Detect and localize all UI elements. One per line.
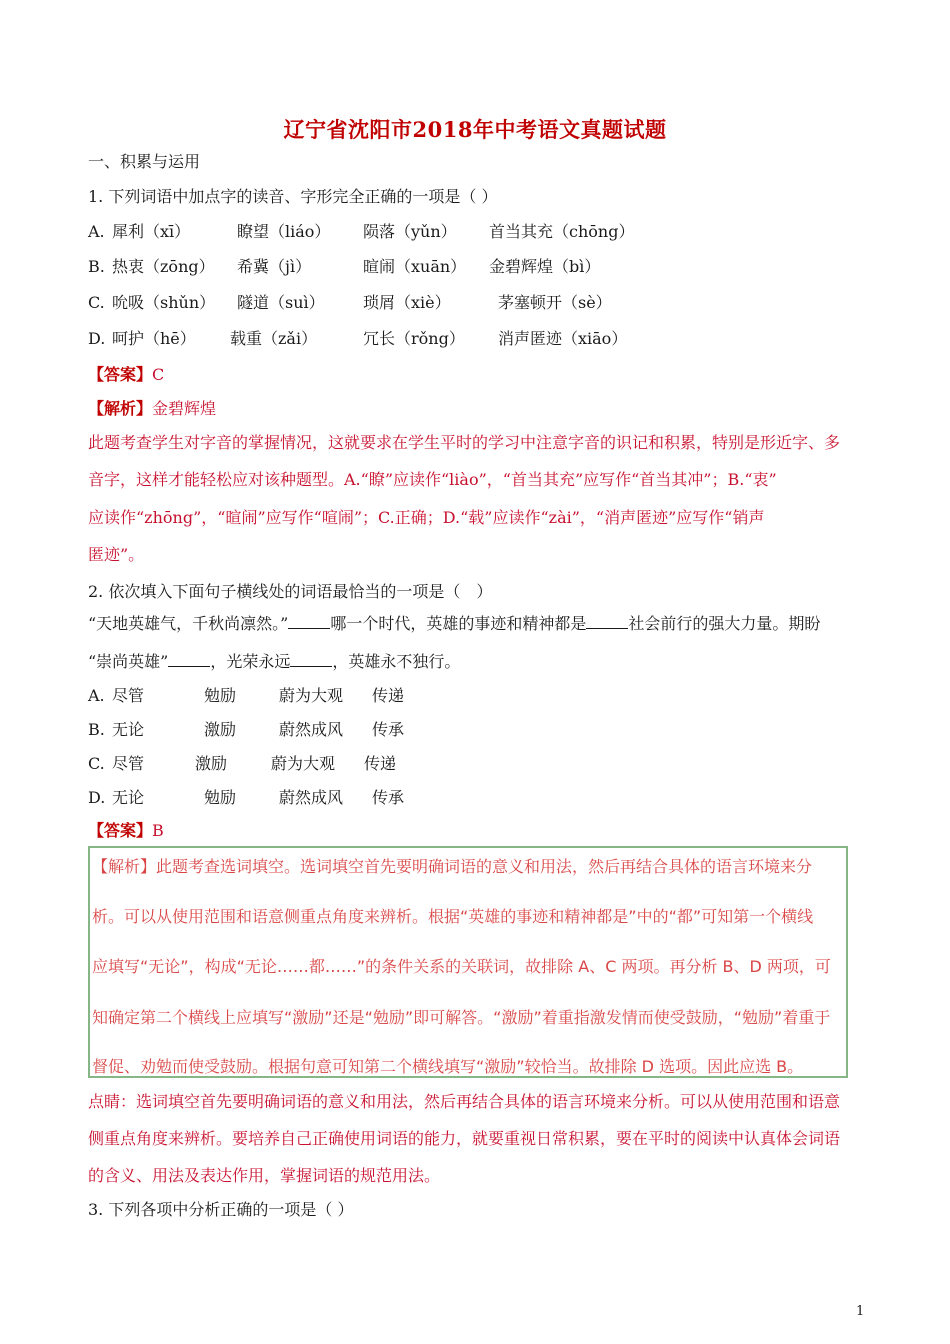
option-word: 吮吸（shǔn） bbox=[112, 293, 216, 312]
option-word: 隧道（suì） bbox=[237, 293, 325, 312]
option-word: 蔚然成风 bbox=[279, 720, 344, 739]
option-word: 蔚为大观 bbox=[271, 754, 336, 773]
q2-sentence-line-1 bbox=[88, 614, 820, 634]
q2-option-a bbox=[88, 686, 488, 706]
option-word: 传递 bbox=[364, 754, 397, 773]
q1-option-b bbox=[88, 257, 848, 277]
option-label: C. bbox=[88, 293, 105, 312]
analysis-box-line: 析。可以从使用范围和语意侧重点角度来辨析。根据“英雄的事迹和精神都是”中的“都”可知第一个横线 bbox=[92, 907, 814, 926]
answer-value: B bbox=[152, 821, 164, 840]
option-word: 希冀（jì） bbox=[237, 257, 312, 276]
analysis-box-line: 应填写“无论”，构成“无论……都……”的条件关系的关联词，故排除 A、C 两项。再分析 B、D 两项，可 bbox=[92, 957, 831, 976]
q2-sentence-line-2 bbox=[88, 652, 460, 672]
q2-analysis-box bbox=[88, 846, 848, 1078]
option-label: A. bbox=[88, 222, 105, 241]
sentence-part: “崇尚英雄” bbox=[88, 652, 169, 671]
option-word: 陨落（yǔn） bbox=[363, 222, 457, 241]
option-label: D. bbox=[88, 329, 106, 348]
option-word: 激励 bbox=[195, 754, 228, 773]
option-word: 尽管 bbox=[112, 686, 145, 705]
q2-answer bbox=[88, 821, 164, 841]
option-label: D. bbox=[88, 788, 106, 807]
sentence-part: ，英雄永不独行。 bbox=[332, 652, 461, 671]
tip-line: 点睛：选词填空首先要明确词语的意义和用法，然后再结合具体的语言环境来分析。可以从使用范围和语意 bbox=[88, 1092, 841, 1111]
page-title: 辽宁省沈阳市2018年中考语文真题试题 bbox=[283, 117, 667, 142]
question-2-stem: 2. 依次填入下面句子横线处的词语最恰当的一项是（ ） bbox=[88, 582, 493, 601]
question-3-stem: 3. 下列各项中分析正确的一项是（ ） bbox=[88, 1200, 354, 1219]
analysis-line: 音字，这样才能轻松应对该种题型。A.“瞭”应读作“liào”，“首当其充”应写作“首当其冲”；B.“衷” bbox=[88, 470, 777, 489]
q1-option-a bbox=[88, 222, 848, 242]
sentence-part: 哪一个时代，英雄的事迹和精神都是 bbox=[330, 614, 587, 633]
option-label: A. bbox=[88, 686, 105, 705]
answer-value: C bbox=[152, 365, 165, 384]
analysis-label: 【解析】 bbox=[88, 399, 153, 418]
fill-blank bbox=[290, 652, 332, 667]
option-word: 传承 bbox=[372, 788, 405, 807]
q2-option-b bbox=[88, 720, 488, 740]
option-word: 犀利（xī） bbox=[112, 222, 191, 241]
option-word: 热衷（zōng） bbox=[112, 257, 215, 276]
option-label: B. bbox=[88, 720, 105, 739]
option-word: 呵护（hē） bbox=[112, 329, 196, 348]
sentence-part: “天地英雄气，千秋尚凛然。” bbox=[88, 614, 289, 633]
fill-blank bbox=[586, 614, 628, 629]
fill-blank bbox=[288, 614, 330, 629]
sentence-part: ，光荣永远 bbox=[210, 652, 291, 671]
answer-label: 【答案】 bbox=[88, 365, 153, 384]
option-word: 尽管 bbox=[112, 754, 145, 773]
option-word: 冗长（rǒng） bbox=[363, 329, 465, 348]
analysis-box-line: 【解析】此题考查选词填空。选词填空首先要明确词语的意义和用法，然后再结合具体的语言环境来分 bbox=[92, 857, 813, 876]
option-word: 首当其充（chōng） bbox=[489, 222, 635, 241]
analysis-box-line: 知确定第二个横线上应填写“激励”还是“勉励”即可解答。“激励”着重指激发情而使受鼓励，“勉励”着重于 bbox=[92, 1008, 831, 1027]
analysis-title: 金碧辉煌 bbox=[152, 399, 217, 418]
option-word: 金碧辉煌（bì） bbox=[489, 257, 601, 276]
option-word: 暄闹（xuān） bbox=[363, 257, 467, 276]
tip-line: 侧重点角度来辨析。要培养自己正确使用词语的能力，就要重视日常积累，要在平时的阅读中认真体会词语 bbox=[88, 1129, 841, 1148]
analysis-box-line: 督促、劝勉而使受鼓励。根据句意可知第二个横线填写“激励”较恰当。故排除 D 选项。因此应选 B。 bbox=[92, 1057, 804, 1076]
analysis-line: 应读作“zhōng”，“暄闹”应写作“喧闹”；C.正确；D.“载”应读作“zài”，“消声匿迹”应写作“销声 bbox=[88, 508, 765, 527]
option-label: B. bbox=[88, 257, 105, 276]
option-word: 激励 bbox=[204, 720, 237, 739]
q1-analysis-heading bbox=[88, 399, 216, 419]
option-word: 载重（zǎi） bbox=[230, 329, 318, 348]
fill-blank bbox=[168, 652, 210, 667]
option-word: 勉励 bbox=[204, 788, 237, 807]
q2-option-d bbox=[88, 788, 488, 808]
option-word: 勉励 bbox=[204, 686, 237, 705]
tip-line: 的含义、用法及表达作用，掌握词语的规范用法。 bbox=[88, 1166, 441, 1185]
q2-option-c bbox=[88, 754, 488, 774]
option-label: C. bbox=[88, 754, 105, 773]
sentence-part: 社会前行的强大力量。期盼 bbox=[628, 614, 821, 633]
option-word: 蔚然成风 bbox=[279, 788, 344, 807]
q1-option-d bbox=[88, 329, 848, 349]
option-word: 瞭望（liáo） bbox=[237, 222, 331, 241]
section-heading: 一、积累与运用 bbox=[88, 152, 201, 171]
option-word: 琐屑（xiè） bbox=[363, 293, 451, 312]
answer-label: 【答案】 bbox=[88, 821, 153, 840]
option-word: 蔚为大观 bbox=[279, 686, 344, 705]
question-1-stem: 1. 下列词语中加点字的读音、字形完全正确的一项是（ ） bbox=[88, 187, 498, 206]
option-word: 无论 bbox=[112, 788, 145, 807]
option-word: 茅塞顿开（sè） bbox=[498, 293, 612, 312]
page-number: 1 bbox=[856, 1304, 865, 1319]
q1-answer bbox=[88, 365, 164, 385]
analysis-line: 匿迹”。 bbox=[88, 545, 145, 564]
q1-option-c bbox=[88, 293, 848, 313]
analysis-line: 此题考查学生对字音的掌握情况，这就要求在学生平时的学习中注意字音的识记和积累，特别是形近字、多 bbox=[88, 433, 841, 452]
option-word: 传承 bbox=[372, 720, 405, 739]
option-word: 传递 bbox=[372, 686, 405, 705]
option-word: 消声匿迹（xiāo） bbox=[498, 329, 628, 348]
option-word: 无论 bbox=[112, 720, 145, 739]
